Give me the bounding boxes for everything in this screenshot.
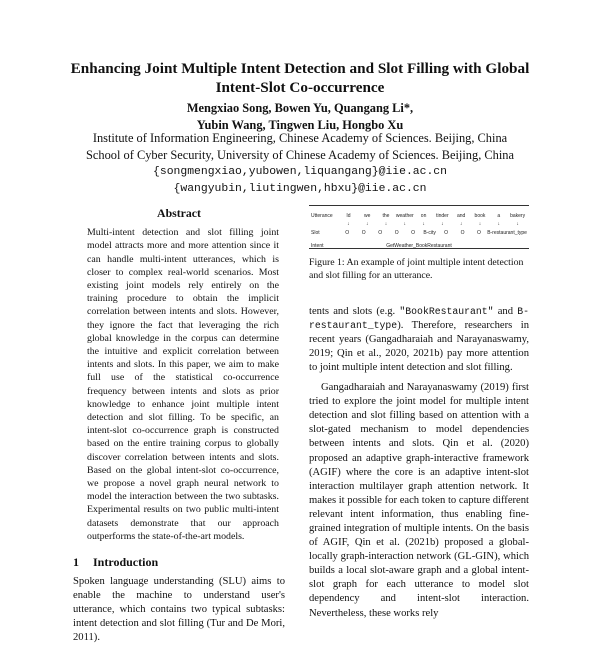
down-arrow-icon: ↓ — [422, 221, 425, 227]
token-cell: we — [363, 213, 371, 219]
slot-cell: B-restaurant_type — [487, 230, 527, 236]
right-paragraph-1 — [309, 305, 529, 375]
token-cell: and — [457, 213, 466, 219]
slot-label: Slot — [311, 230, 320, 236]
slot-cell: O — [477, 230, 481, 236]
title-line-1: Enhancing Joint Multiple Intent Detection and Slot Filling with Global — [70, 60, 530, 77]
down-arrow-icon: ↓ — [365, 221, 369, 227]
token-cell: weather — [395, 213, 414, 219]
token-cell: book — [474, 213, 486, 219]
down-arrow-icon: ↓ — [478, 221, 482, 227]
email-line-1: {songmengxiao,yubowen,liquangang}@iie.ac.cn — [153, 166, 447, 178]
token-cell: tinder — [436, 213, 449, 219]
intent-value: GetWeather_BookRestaurant — [386, 243, 452, 249]
email-line-2: {wangyubin,liutingwen,hbxu}@iie.ac.cn — [173, 182, 427, 195]
right-column — [309, 205, 529, 621]
utterance-row — [311, 209, 527, 217]
introduction-heading — [73, 555, 285, 569]
authors-line-2: Yubin Wang, Tingwen Liu, Hongbo Xu — [196, 117, 404, 132]
paper-title — [40, 60, 560, 97]
section-number: 1 — [73, 554, 79, 569]
affiliation-line-1: Institute of Information Engineering, Chinese Academy of Sciences. Beijing, China — [92, 131, 508, 145]
slot-cell: O — [345, 230, 350, 236]
slot-cell: O — [411, 230, 416, 236]
down-arrow-icon: ↓ — [459, 221, 463, 227]
down-arrow-icon: ↓ — [497, 221, 501, 227]
affiliations — [40, 130, 560, 163]
slot-cell: B-city — [423, 230, 436, 236]
abstract-body: Multi-intent detection and slot filling joint model attracts more and more attention since it can handle multi-intent utterances, which is closer to complex real-world scenarios. Most existing joint models rely entirely on the training procedure to obtain the implicit correlation between intents and slots. However, they ignore the fact that leveraging the rich global knowledge in the corpus can determine the intuitive and explicit correlation between intents and slots. In this paper, we aim to make full use of the statistical co-occurrence frequency between intents and slots as prior knowledge to enhance joint multiple intent detection and slot filling. To be specific, an intent-slot co-occurrence graph is constructed based on the entire training corpus to globally discover correlation between intents and slots. Based on the global intent-slot co-occurrence, we propose a novel graph neural network to model the interaction between the two subtasks. Experimental results on two public multi-intent datasets demonstrate that our approach outperforms the state-of-the-art models. — [87, 227, 279, 542]
slot-cell: O — [444, 230, 448, 236]
slot-cell: O — [460, 230, 465, 236]
author-list — [40, 100, 560, 133]
p1-text-b: and — [493, 305, 518, 317]
figure-1 — [309, 205, 529, 249]
left-column — [73, 206, 285, 646]
token-cell: the — [382, 213, 390, 219]
slot-cell: O — [378, 230, 383, 236]
abstract-heading: Abstract — [157, 206, 201, 220]
p1-text-a: tents and slots (e.g. — [309, 305, 400, 317]
down-arrow-icon: ↓ — [384, 221, 388, 227]
token-cell: on — [420, 213, 427, 219]
down-arrow-icon: ↓ — [403, 221, 407, 227]
slot-cell: O — [361, 230, 366, 236]
token-cell: Id — [346, 213, 351, 219]
affiliation-line-2: School of Cyber Security, University of Chinese Academy of Sciences. Beijing, China — [86, 147, 514, 162]
authors-line-1: Mengxiao Song, Bowen Yu, Quangang Li*, — [186, 101, 414, 115]
p1-text-c: ). Therefore, researchers in recent years (Gangadharaiah and Narayanaswamy, 2019; Qin et al., 2020, 2021b) pay more attention to joint multiple intent detection and slot filling. — [309, 319, 529, 373]
section-title: Introduction — [93, 554, 159, 569]
p1-code-intent: "BookRestaurant" — [399, 305, 494, 317]
utterance-label: Utterance — [311, 213, 333, 219]
title-line-2: Intent-Slot Co-occurrence — [215, 78, 385, 96]
token-cell: a — [497, 213, 501, 219]
slot-row — [311, 226, 527, 234]
intent-label: Intent — [311, 243, 324, 249]
slot-cells — [339, 226, 527, 240]
token-cell: bakery — [510, 213, 526, 219]
figure-caption: Figure 1: An example of joint multiple intent detection and slot filling for an utterance. — [309, 257, 524, 281]
down-arrow-icon: ↓ — [441, 221, 444, 227]
down-arrow-icon: ↓ — [347, 221, 350, 227]
down-arrow-icon: ↓ — [516, 221, 519, 227]
p1-code-slot: B-restaurant_type — [309, 305, 529, 331]
introduction-text: Spoken language understanding (SLU) aims to enable the machine to understand user's utterance, which contains two typical subtasks: intent detection and slot filling (Tur and De Mori, 2011). — [73, 576, 285, 644]
slot-cell: O — [394, 230, 399, 236]
right-paragraph-2: Gangadharaiah and Narayanaswamy (2019) first tried to explore the joint model for multiple intent detection and slot filling based on attention with a slot-gated mechanism to model dependencies between intents and slots. Qin et al. (2020) proposed an adaptive graph-interactive framework (AGIF) where the core is an adaptive intent-slot interaction multilayer graph attention network. It makes it possible for each token to capture different relevant intent information, thus enabling fine-grained integration of multiple intents. On the basis of AGIF, Qin et al. (2021b) proposed a global-locally graph-interaction network (GL-GIN), which builds a local slot-aware graph and a global intent-slot graph for each utterance to model slot dependency and intent-slot interaction. Nevertheless, these works rely — [309, 382, 529, 619]
author-emails — [40, 164, 560, 197]
